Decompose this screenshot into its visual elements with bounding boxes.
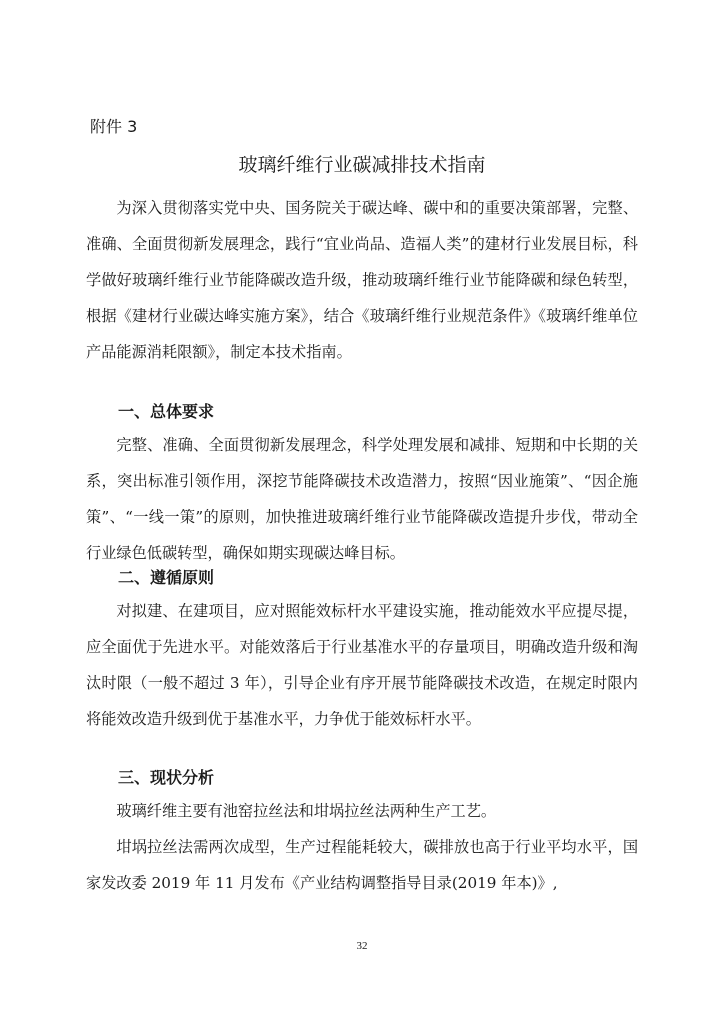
- attachment-label: 附件 3: [90, 117, 138, 136]
- page-number: 32: [356, 940, 368, 952]
- status-analysis-paragraph-2: 坩埚拉丝法需两次成型，生产过程能耗较大，碳排放也高于行业平均水平，国家发改委 2019 年 11 月发布《产业结构调整指导目录(2019 年本)》,: [86, 838, 638, 892]
- document-title: 玻璃纤维行业碳减排技术指南: [238, 154, 486, 176]
- section-heading-general-requirements: 一、总体要求: [118, 402, 215, 421]
- section-heading-principles: 二、遵循原则: [118, 568, 215, 587]
- principles-paragraph: 对拟建、在建项目，应对照能效标杆水平建设实施，推动能效水平应提尽提，应全面优于先进水平。对能效落后于行业基准水平的存量项目，明确改造升级和淘汰时限（一般不超过 3 年），引导企业有序开展节能降碳技术改造，在规定时限内将能效改造升级到优于基准水平，力争优于能效标杆水平。: [86, 602, 638, 728]
- status-analysis-paragraph-1: 玻璃纤维主要有池窑拉丝法和坩埚拉丝法两种生产工艺。: [116, 802, 497, 820]
- section-heading-status-analysis: 三、现状分析: [118, 768, 215, 787]
- intro-paragraph: 为深入贯彻落实党中央、国务院关于碳达峰、碳中和的重要决策部署，完整、准确、全面贯彻新发展理念，践行“宜业尚品、造福人类”的建材行业发展目标，科学做好玻璃纤维行业节能降碳改造升级，推动玻璃纤维行业节能降碳和绿色转型，根据《建材行业碳达峰实施方案》，结合《玻璃纤维行业规范条件》《玻璃纤维单位产品能源消耗限额》，制定本技术指南。: [86, 199, 638, 361]
- general-requirements-paragraph: 完整、准确、全面贯彻新发展理念，科学处理发展和减排、短期和中长期的关系，突出标准引领作用，深挖节能降碳技术改造潜力，按照“因业施策”、“因企施策”、“一线一策”的原则，加快推进玻璃纤维行业节能降碳改造提升步伐，带动全行业绿色低碳转型，确保如期实现碳达峰目标。: [86, 436, 638, 562]
